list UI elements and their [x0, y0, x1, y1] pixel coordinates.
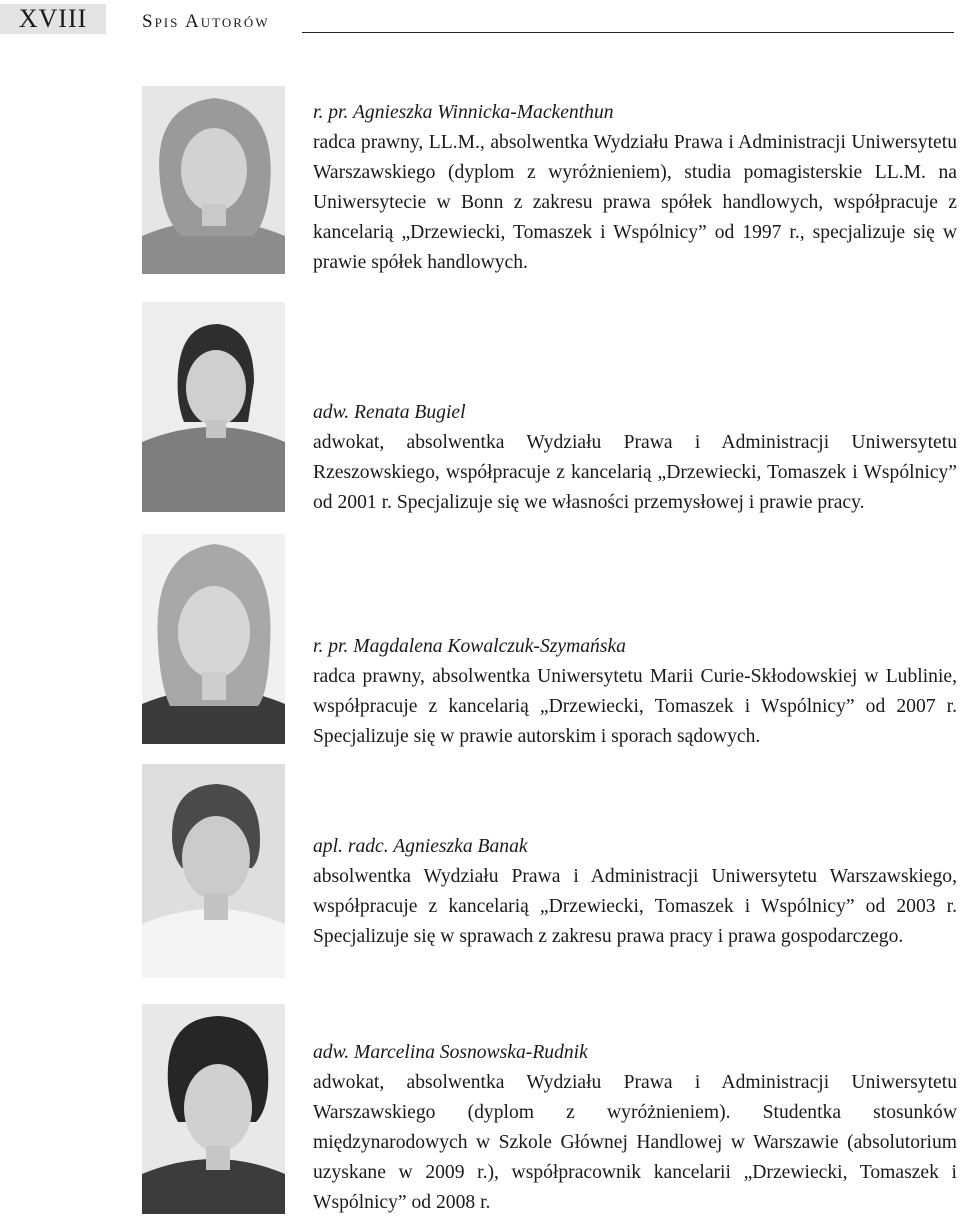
author-entry-3 — [313, 632, 957, 752]
author-photo-2 — [142, 302, 285, 512]
author-description: absolwentka Wydziału Prawa i Administracji Uniwersytetu Warszawskiego, współpracuje z kancelarią „Drzewiecki, Tomaszek i Wspólnicy” od 2003 r. Specjalizuje się w sprawach z zakresu prawa pracy i prawa gospodarczego. — [313, 866, 957, 947]
author-description: adwokat, absolwentka Wydziału Prawa i Administracji Uniwersytetu Warszawskiego (dyplom z wyróżnieniem). Studentka stosunków międzynarodowych w Szkole Głównej Handlowej w Warszawie (absolutorium uzyskane w 2009 r.), współpracownik kancelarii „Drzewiecki, Tomaszek i Wspólnicy” od 2008 r. — [313, 1072, 957, 1213]
author-name: adw. Renata Bugiel — [313, 402, 466, 423]
author-name: r. pr. Magdalena Kowalczuk-Szymańska — [313, 636, 626, 657]
author-photo-3 — [142, 534, 285, 744]
author-entry-5 — [313, 1038, 957, 1218]
author-photo-5 — [142, 1004, 285, 1214]
author-description: adwokat, absolwentka Wydziału Prawa i Administracji Uniwersytetu Rzeszowskiego, współpracuje z kancelarią „Drzewiecki, Tomaszek i Wspólnicy” od 2001 r. Specjalizuje się we własności przemysłowej i prawie pracy. — [313, 432, 957, 513]
author-name: r. pr. Agnieszka Winnicka-Mackenthun — [313, 102, 614, 123]
header-rule — [302, 32, 954, 33]
author-entry-4 — [313, 832, 957, 952]
running-title: Spis Autorów — [142, 11, 270, 32]
page-header — [0, 0, 960, 40]
author-description: radca prawny, LL.M., absolwentka Wydziału Prawa i Administracji Uniwersytetu Warszawskiego (dyplom z wyróżnieniem), studia pomagisterskie LL.M. na Uniwersytecie w Bonn z zakresu prawa spółek handlowych, współpracuje z kancelarią „Drzewiecki, Tomaszek i Wspólnicy” od 1997 r., specjalizuje się w prawie spółek handlowych. — [313, 132, 957, 273]
author-description: radca prawny, absolwentka Uniwersytetu Marii Curie-Skłodowskiej w Lublinie, współpracuje z kancelarią „Drzewiecki, Tomaszek i Wspólnicy” od 2007 r. Specjalizuje się w prawie autorskim i sporach sądowych. — [313, 666, 957, 747]
author-name: apl. radc. Agnieszka Banak — [313, 836, 528, 857]
author-photo-1 — [142, 86, 285, 274]
author-entry-1 — [313, 98, 957, 278]
author-name: adw. Marcelina Sosnowska-Rudnik — [313, 1042, 588, 1063]
page-number: XVIII — [0, 4, 106, 34]
author-photo-4 — [142, 764, 285, 978]
author-entry-2 — [313, 398, 957, 518]
